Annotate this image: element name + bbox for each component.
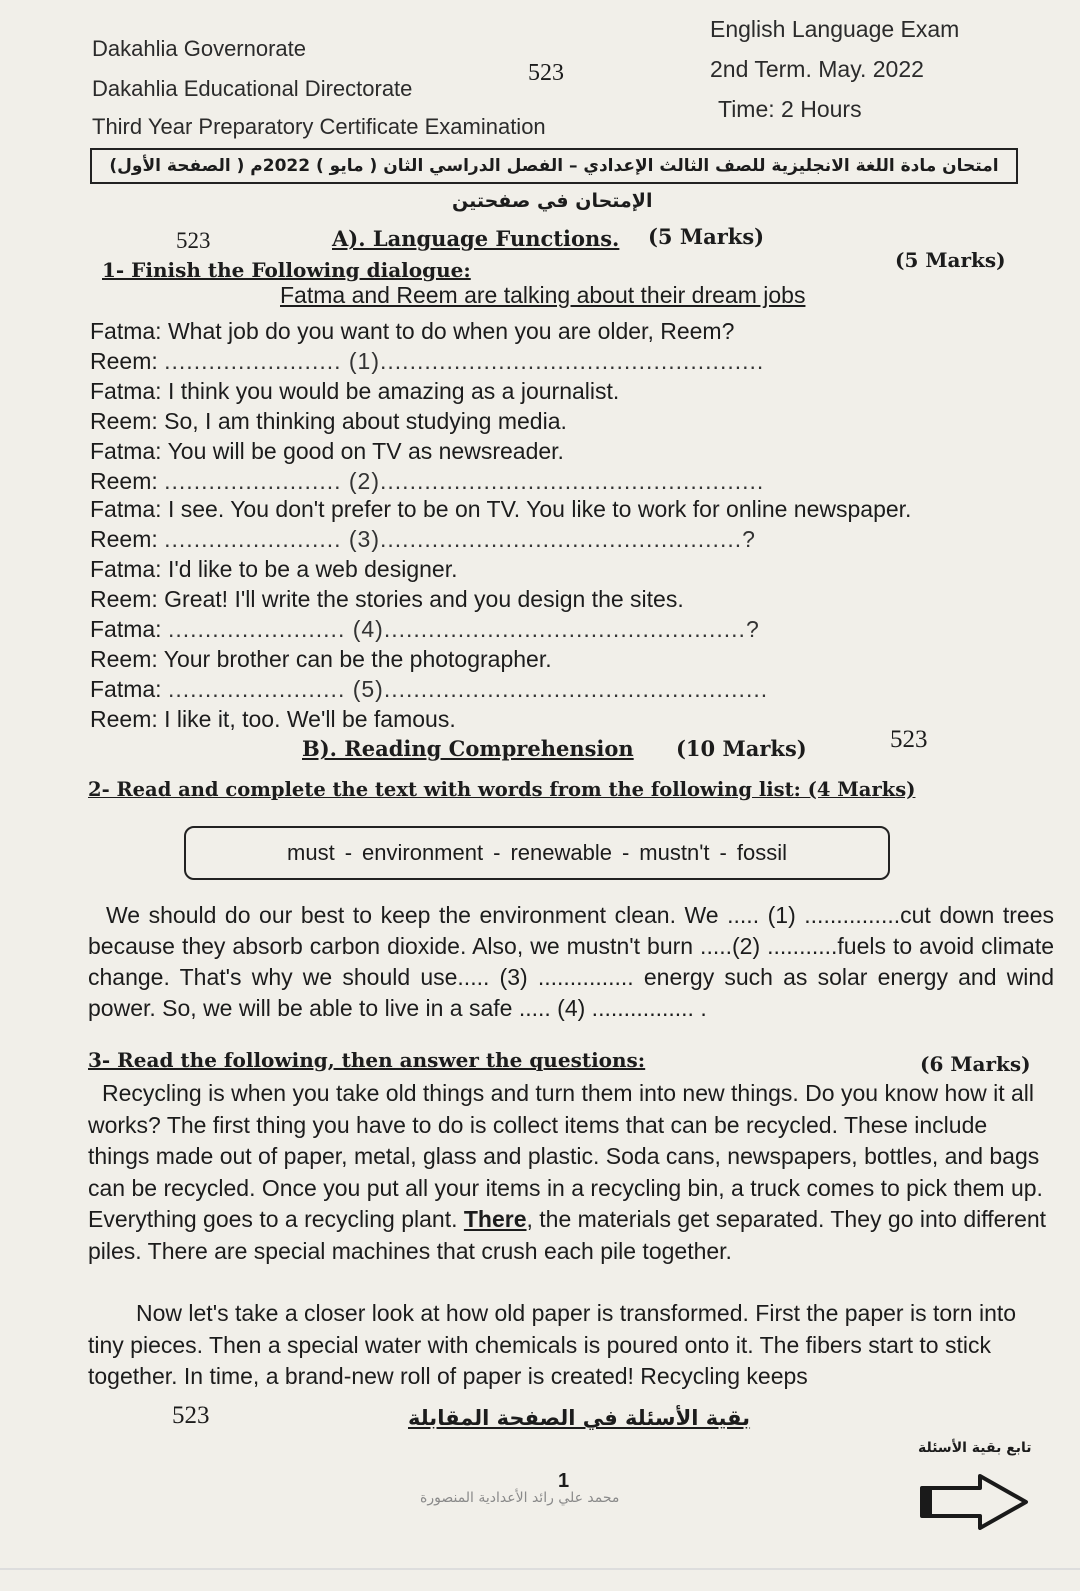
line-text: I see. You don't prefer to be on TV. You like to work for online newspaper. (167, 496, 912, 522)
speaker: Reem: (90, 526, 158, 552)
dialogue-line (90, 438, 564, 465)
line-blank: ........................ (3).................................................? (164, 526, 756, 552)
q3-paragraph-1 (88, 1078, 1048, 1267)
line-text: I think you would be amazing as a journalist. (167, 378, 620, 404)
section-a-title: A). Language Functions. (332, 226, 620, 251)
dialogue-line (90, 348, 764, 375)
header-time: Time: 2 Hours (718, 96, 862, 122)
line-text: Your brother can be the photographer. (163, 646, 552, 672)
speaker: Fatma: (90, 378, 162, 404)
line-blank: ........................ (1).................................................... (164, 348, 765, 374)
separator: - (621, 840, 630, 865)
speaker: Fatma: (90, 556, 162, 582)
dialogue-line (90, 646, 552, 673)
word-option: environment (362, 840, 484, 865)
next-page-arrow-icon (920, 1474, 1030, 1530)
line-blank: ........................ (4).................................................? (167, 616, 760, 642)
dialogue-line (90, 408, 567, 435)
line-text: You will be good on TV as newsreader. (167, 438, 564, 464)
footer-continue: بقية الأسئلة في الصفحة المقابلة (408, 1406, 751, 1430)
header-governorate: Dakahlia Governorate (92, 36, 307, 61)
speaker: Fatma: (90, 438, 162, 464)
arabic-subtitle: الإمتحان في صفحتين (452, 190, 653, 212)
separator: - (344, 840, 353, 865)
speaker: Reem: (90, 408, 158, 434)
dialogue-line (90, 586, 684, 613)
header-code: 523 (528, 60, 564, 86)
footer-code: 523 (172, 1402, 210, 1429)
word-option: fossil (736, 840, 787, 865)
line-text: So, I am thinking about studying media. (164, 408, 567, 434)
q1-marks: (5 Marks) (895, 248, 1006, 272)
word-option: mustn't (639, 840, 710, 865)
speaker: Reem: (90, 706, 158, 732)
dialogue-line (90, 616, 760, 643)
speaker: Fatma: (90, 616, 162, 642)
header-exam-title: English Language Exam (710, 16, 960, 42)
speaker: Reem: (90, 646, 158, 672)
line-text: I like it, too. We'll be famous. (164, 706, 456, 732)
arabic-banner: امتحان مادة اللغة الانجليزية للصف الثالث الإعدادي – الفصل الدراسي الثان ( مايو ) 2022م ( الصفحة الأول) (90, 148, 1018, 184)
line-text: I'd like to be a web designer. (167, 556, 458, 582)
q3-marks: (6 Marks) (920, 1052, 1031, 1076)
speaker: Fatma: (90, 496, 162, 522)
footer-next-label: تابع بقية الأسئلة (918, 1440, 1032, 1456)
dialogue-line (90, 706, 456, 733)
section-b-title: B). Reading Comprehension (302, 736, 634, 761)
word-option: must (287, 840, 335, 865)
header-directorate: Dakahlia Educational Directorate (92, 76, 413, 101)
dialogue-line (90, 378, 619, 405)
line-text: Great! I'll write the stories and you design the sites. (164, 586, 684, 612)
section-a-code: 523 (176, 228, 211, 253)
paragraph-text: Recycling is when you take old things and turn them into new things. Do you know how it all works? The first thing you have to do is collect items that can be recycled. These include things made out of paper, metal, glass and plastic. Soda cans, newspapers, bottles, and bags can be recycled. Once you put all your items in a recycling bin, a truck comes to pick them up. Everything goes to a recycling plant. (88, 1080, 1043, 1232)
section-b-code: 523 (890, 726, 928, 753)
page-number: 1 (558, 1470, 570, 1492)
dialogue-line (90, 526, 756, 553)
dialogue-line (90, 556, 458, 583)
separator: - (493, 840, 501, 865)
dialogue-line (90, 496, 911, 523)
word-option: renewable (510, 840, 612, 865)
q1-title: 1- Finish the Following dialogue: (102, 258, 471, 282)
line-blank: ........................ (5).................................................... (167, 676, 769, 702)
q3-paragraph-2 (88, 1298, 1048, 1393)
header-examination: Third Year Preparatory Certificate Examination (92, 114, 546, 139)
highlighted-word: There (463, 1206, 527, 1232)
bottom-divider (0, 1568, 1080, 1570)
section-b-marks: (10 Marks) (676, 736, 807, 761)
separator: - (719, 840, 727, 865)
footer-credit: محمد علي رائد الأعدادية المنصورة (420, 1490, 620, 1506)
section-a-marks: (5 Marks) (648, 224, 765, 249)
q2-title: 2- Read and complete the text with words from the following list: (4 Marks) (88, 778, 916, 801)
line-blank: ........................ (2).................................................... (164, 468, 765, 494)
dialogue-line (90, 318, 734, 345)
speaker: Reem: (90, 468, 158, 494)
line-text: What job do you want to do when you are older, Reem? (167, 318, 735, 344)
speaker: Fatma: (90, 676, 162, 702)
paragraph-text: , the materials get separated. They go into different piles. There are special machines that crush each pile together. (88, 1206, 1047, 1264)
speaker: Fatma: (90, 318, 162, 344)
dialogue-line (90, 468, 764, 495)
header-term: 2nd Term. May. 2022 (710, 56, 924, 82)
paragraph-text: Now let's take a closer look at how old paper is transformed. First the paper is torn into tiny pieces. Then a special water with chemicals is poured onto it. The fibers start to stick together. In time, a brand-new roll of paper is created! Recycling keeps (88, 1300, 1017, 1389)
speaker: Reem: (90, 586, 158, 612)
dialogue-title: Fatma and Reem are talking about their dream jobs (280, 282, 806, 308)
speaker: Reem: (90, 348, 158, 374)
word-list-box (184, 826, 890, 880)
q3-title: 3- Read the following, then answer the questions: (88, 1048, 646, 1072)
dialogue-line (90, 676, 768, 703)
q2-text: We should do our best to keep the environment clean. We ..... (1) ...............cut down trees because they absorb carbon dioxide. Also, we mustn't burn .....(2) ...........fuels to avoid climate change. That's why we should use..... (3) ............... energy such as solar energy and wind power. So, we will be able to live in a safe ..... (4) ................ . (88, 902, 1054, 1021)
